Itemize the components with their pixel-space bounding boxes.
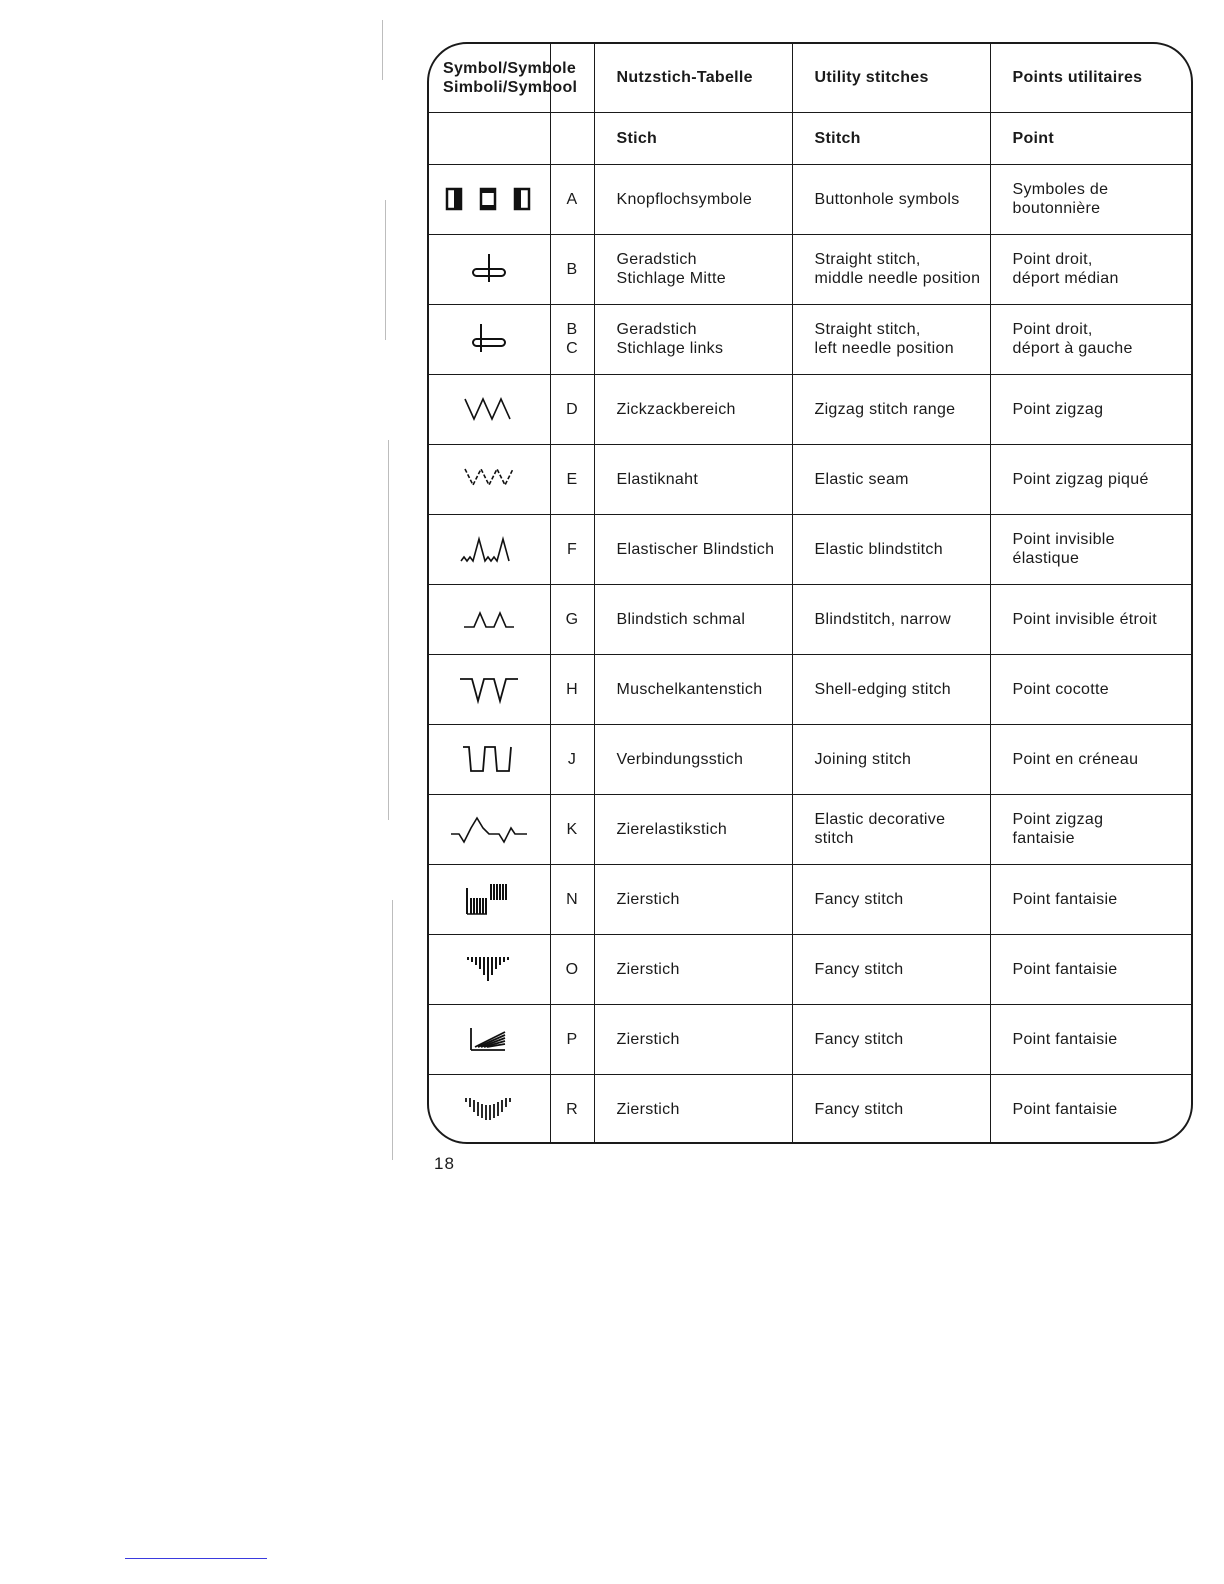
stitch-name-english: Fancy stitch bbox=[792, 1004, 990, 1074]
utility-stitch-table bbox=[429, 44, 1193, 1144]
subheader-english: Stitch bbox=[792, 112, 990, 164]
letter-header bbox=[550, 44, 594, 112]
stitch-name-german: Geradstich Stichlage links bbox=[594, 304, 792, 374]
scan-edge-marks bbox=[380, 20, 400, 1190]
stitch-name-french: Point invisible élastique bbox=[990, 514, 1193, 584]
stitch-name-german: Zierstich bbox=[594, 1074, 792, 1144]
stitch-name-english: Elastic decorative stitch bbox=[792, 794, 990, 864]
table-row bbox=[429, 794, 1193, 864]
symbol-header bbox=[429, 44, 578, 112]
elastic-seam-icon bbox=[429, 444, 550, 514]
stitch-name-english: Elastic seam bbox=[792, 444, 990, 514]
stitch-letter: P bbox=[550, 1004, 594, 1074]
stitch-name-french: Point fantaisie bbox=[990, 1004, 1193, 1074]
stitch-name-german: Zickzackbereich bbox=[594, 374, 792, 444]
table-row bbox=[429, 864, 1193, 934]
table-row bbox=[429, 304, 1193, 374]
stitch-name-english: Elastic blindstitch bbox=[792, 514, 990, 584]
blindstitch-narrow-icon bbox=[429, 584, 550, 654]
stitch-name-german: Muschelkantenstich bbox=[594, 654, 792, 724]
stitch-name-french: Point en créneau bbox=[990, 724, 1193, 794]
symbol-header-line-1: Symbol/Symbole bbox=[443, 59, 577, 77]
stitch-name-german: Knopflochsymbole bbox=[594, 164, 792, 234]
stitch-name-german: Zierstich bbox=[594, 1004, 792, 1074]
table-row bbox=[429, 934, 1193, 1004]
stitch-name-german: Zierelastikstich bbox=[594, 794, 792, 864]
subheader-french: Point bbox=[990, 112, 1193, 164]
table-row bbox=[429, 1074, 1193, 1144]
fancy-stitch-r-icon bbox=[429, 1074, 550, 1144]
symbol-header-line-2: Simboli/Symbool bbox=[443, 78, 578, 96]
fancy-stitch-o-icon bbox=[429, 934, 550, 1004]
stitch-name-french: Point zigzag fantaisie bbox=[990, 794, 1193, 864]
stitch-letter: O bbox=[550, 934, 594, 1004]
table-row bbox=[429, 444, 1193, 514]
header-row-titles bbox=[429, 44, 1193, 112]
stitch-name-german: Blindstich schmal bbox=[594, 584, 792, 654]
stitch-name-french: Point fantaisie bbox=[990, 934, 1193, 1004]
stitch-name-english: Straight stitch, middle needle position bbox=[792, 234, 990, 304]
stitch-name-english: Zigzag stitch range bbox=[792, 374, 990, 444]
stitch-name-german: Geradstich Stichlage Mitte bbox=[594, 234, 792, 304]
stitch-name-french: Point droit, déport médian bbox=[990, 234, 1193, 304]
stitch-name-german: Zierstich bbox=[594, 934, 792, 1004]
straight-stitch-middle-icon bbox=[429, 234, 550, 304]
table-row bbox=[429, 514, 1193, 584]
shell-edging-icon bbox=[429, 654, 550, 724]
stitch-letter: D bbox=[550, 374, 594, 444]
buttonhole-symbols-icon bbox=[429, 164, 550, 234]
utility-stitch-table-frame bbox=[427, 42, 1193, 1144]
subheader-german: Stich bbox=[594, 112, 792, 164]
stitch-name-french: Point zigzag bbox=[990, 374, 1193, 444]
title-german: Nutzstich-Tabelle bbox=[594, 44, 792, 112]
stitch-name-german: Elastiknaht bbox=[594, 444, 792, 514]
stitch-letter: G bbox=[550, 584, 594, 654]
stitch-name-french: Point zigzag piqué bbox=[990, 444, 1193, 514]
table-row bbox=[429, 1004, 1193, 1074]
stitch-name-french: Symboles de boutonnière bbox=[990, 164, 1193, 234]
stitch-name-english: Joining stitch bbox=[792, 724, 990, 794]
straight-stitch-left-icon bbox=[429, 304, 550, 374]
stitch-name-english: Buttonhole symbols bbox=[792, 164, 990, 234]
stitch-name-french: Point droit, déport à gauche bbox=[990, 304, 1193, 374]
table-row bbox=[429, 164, 1193, 234]
fancy-stitch-n-icon bbox=[429, 864, 550, 934]
fancy-stitch-p-icon bbox=[429, 1004, 550, 1074]
stitch-letter: E bbox=[550, 444, 594, 514]
stitch-name-english: Fancy stitch bbox=[792, 934, 990, 1004]
title-english: Utility stitches bbox=[792, 44, 990, 112]
stitch-letter: B bbox=[550, 234, 594, 304]
stitch-letter: F bbox=[550, 514, 594, 584]
stitch-name-english: Straight stitch, left needle position bbox=[792, 304, 990, 374]
symbol-subheader bbox=[429, 112, 550, 164]
table-row bbox=[429, 234, 1193, 304]
stitch-letter: A bbox=[550, 164, 594, 234]
table-row bbox=[429, 654, 1193, 724]
stitch-letter: H bbox=[550, 654, 594, 724]
stitch-name-english: Blindstitch, narrow bbox=[792, 584, 990, 654]
stitch-name-german: Zierstich bbox=[594, 864, 792, 934]
zigzag-icon bbox=[429, 374, 550, 444]
stitch-name-french: Point fantaisie bbox=[990, 1074, 1193, 1144]
title-french: Points utilitaires bbox=[990, 44, 1193, 112]
stitch-name-english: Fancy stitch bbox=[792, 864, 990, 934]
stitch-letter: B C bbox=[550, 304, 594, 374]
stitch-name-french: Point cocotte bbox=[990, 654, 1193, 724]
table-row bbox=[429, 374, 1193, 444]
stitch-name-english: Shell-edging stitch bbox=[792, 654, 990, 724]
stitch-name-english: Fancy stitch bbox=[792, 1074, 990, 1144]
footer-rule bbox=[125, 1558, 267, 1559]
joining-stitch-icon bbox=[429, 724, 550, 794]
stitch-letter: K bbox=[550, 794, 594, 864]
stitch-letter: R bbox=[550, 1074, 594, 1144]
stitch-letter: J bbox=[550, 724, 594, 794]
elastic-blindstitch-icon bbox=[429, 514, 550, 584]
page-number: 18 bbox=[434, 1154, 455, 1173]
stitch-name-german: Verbindungsstich bbox=[594, 724, 792, 794]
stitch-letter: N bbox=[550, 864, 594, 934]
table-row bbox=[429, 724, 1193, 794]
stitch-name-french: Point invisible étroit bbox=[990, 584, 1193, 654]
elastic-decorative-icon bbox=[429, 794, 550, 864]
stitch-name-german: Elastischer Blindstich bbox=[594, 514, 792, 584]
header-row-stitch bbox=[429, 112, 1193, 164]
letter-subheader bbox=[550, 112, 594, 164]
stitch-name-french: Point fantaisie bbox=[990, 864, 1193, 934]
table-row bbox=[429, 584, 1193, 654]
